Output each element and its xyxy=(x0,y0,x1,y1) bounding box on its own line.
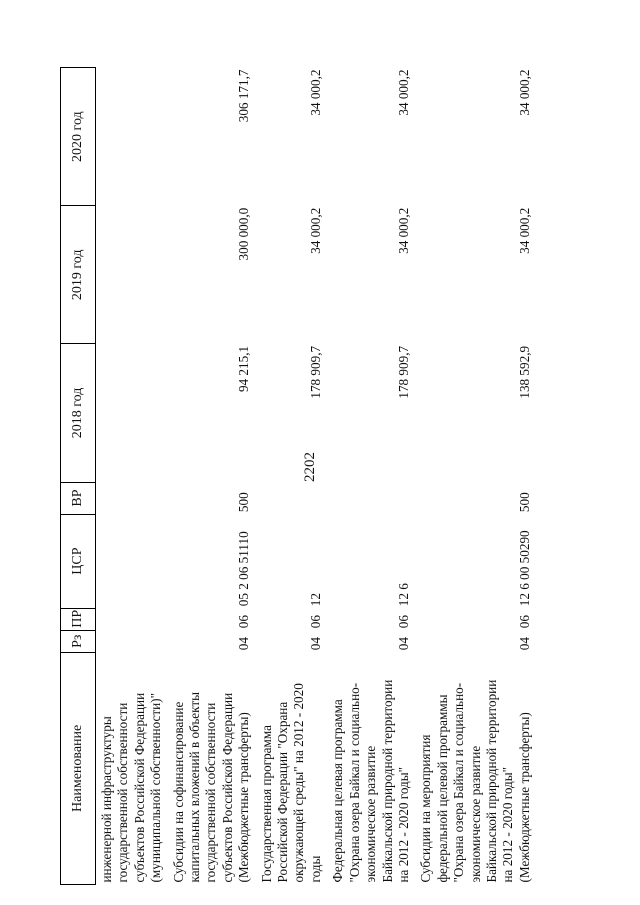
row-2018: 138 592,9 xyxy=(516,345,532,399)
rotated-page xyxy=(60,25,580,885)
row-name-line: "Охрана озера Байкал и социально- xyxy=(451,682,467,883)
row-2019: 300 000,0 xyxy=(236,207,252,261)
row-2019: 34 000,2 xyxy=(307,207,323,254)
table-row xyxy=(415,68,536,885)
row-name xyxy=(96,652,168,884)
row-csr: 05 2 06 51110 xyxy=(236,531,252,607)
table-row xyxy=(168,68,256,885)
row-name xyxy=(415,652,536,884)
header-2019: 2019 год xyxy=(61,206,96,344)
row-name-line: Федеральная целевая программа xyxy=(330,699,346,883)
row-name-line: государственной собственности xyxy=(115,702,131,883)
row-rz xyxy=(96,630,168,652)
row-vr: 500 xyxy=(236,492,252,513)
page-number: 2202 xyxy=(302,452,318,482)
row-name-line: экономическое развитие xyxy=(363,745,379,883)
row-rz: 04 xyxy=(236,637,252,651)
row-name-line: "Охрана озера Байкал и социально- xyxy=(346,682,362,883)
row-name-line: Государственная программа xyxy=(258,725,274,883)
row-name-line: Российской Федерации "Охрана xyxy=(275,701,291,883)
budget-table xyxy=(60,67,536,885)
row-name-line: (Межбюджетные трансферты) xyxy=(516,712,532,883)
row-name-line: инженерной инфраструктуры xyxy=(99,716,114,883)
row-name-line: федеральной целевой программы xyxy=(434,694,450,883)
header-vr: ВР xyxy=(61,482,96,514)
header-csr: ЦСР xyxy=(61,514,96,608)
header-2020: 2020 год xyxy=(61,68,96,206)
row-rz: 04 xyxy=(516,637,532,651)
row-name-line: на 2012 - 2020 годы" xyxy=(395,767,411,883)
row-csr: 12 6 xyxy=(395,583,411,607)
row-2018: 178 909,7 xyxy=(307,345,323,399)
row-vr: 500 xyxy=(516,492,532,513)
row-pr xyxy=(96,608,168,630)
row-2018: 94 215,1 xyxy=(236,345,252,393)
row-name xyxy=(256,652,328,884)
row-name-line: Байкальской природной территории xyxy=(379,679,395,883)
row-name-line: на 2012 - 2020 годы" xyxy=(500,767,516,883)
row-name-line: (Межбюджетные трансферты) xyxy=(236,712,252,883)
row-2020: 34 000,2 xyxy=(307,69,323,116)
row-csr: 12 6 00 50290 xyxy=(516,530,532,607)
table-row xyxy=(96,68,168,885)
row-name-line: окружающей среды" на 2012 - 2020 xyxy=(291,683,307,883)
table-header-row xyxy=(61,68,96,885)
row-vr xyxy=(256,482,328,514)
row-name-line: Байкальской природной территории xyxy=(483,679,499,883)
row-name-line: капитальных вложений в объекты xyxy=(187,692,203,883)
row-pr: 06 xyxy=(236,615,252,629)
row-2020: 306 171,7 xyxy=(236,69,252,123)
row-name-line: Субсидии на мероприятия xyxy=(418,734,434,883)
row-pr: 06 xyxy=(516,615,532,629)
header-pr: ПР xyxy=(61,608,96,630)
row-rz: 04 xyxy=(395,637,411,651)
row-2020 xyxy=(96,68,168,206)
row-name-line: годы xyxy=(307,855,323,883)
row-pr: 06 xyxy=(395,615,411,629)
row-rz: 04 xyxy=(307,637,323,651)
row-name-line: экономическое развитие xyxy=(467,745,483,883)
row-2018: 178 909,7 xyxy=(395,345,411,399)
row-name xyxy=(327,652,415,884)
header-rz: Рз xyxy=(61,630,96,652)
row-name-line: (муниципальной собственности)" xyxy=(148,693,164,883)
row-csr: 12 xyxy=(307,593,323,607)
row-2020: 34 000,2 xyxy=(395,69,411,116)
row-name-line: субъектов Российской Федерации xyxy=(131,692,147,883)
row-vr xyxy=(327,482,415,514)
row-name-line: государственной собственности xyxy=(203,702,219,883)
row-vr xyxy=(96,482,168,514)
header-2018: 2018 год xyxy=(61,344,96,482)
table-row xyxy=(256,68,328,885)
row-2020: 34 000,2 xyxy=(516,69,532,116)
row-2019 xyxy=(96,206,168,344)
header-name: Наименование xyxy=(61,652,96,884)
row-csr xyxy=(96,514,168,608)
table-row xyxy=(327,68,415,885)
row-name-line: субъектов Российской Федерации xyxy=(219,692,235,883)
row-2019: 34 000,2 xyxy=(395,207,411,254)
row-name-line: Субсидии на софинансирование xyxy=(170,701,186,883)
row-2019: 34 000,2 xyxy=(516,207,532,254)
row-2018 xyxy=(96,344,168,482)
row-name xyxy=(168,652,256,884)
row-pr: 06 xyxy=(307,615,323,629)
